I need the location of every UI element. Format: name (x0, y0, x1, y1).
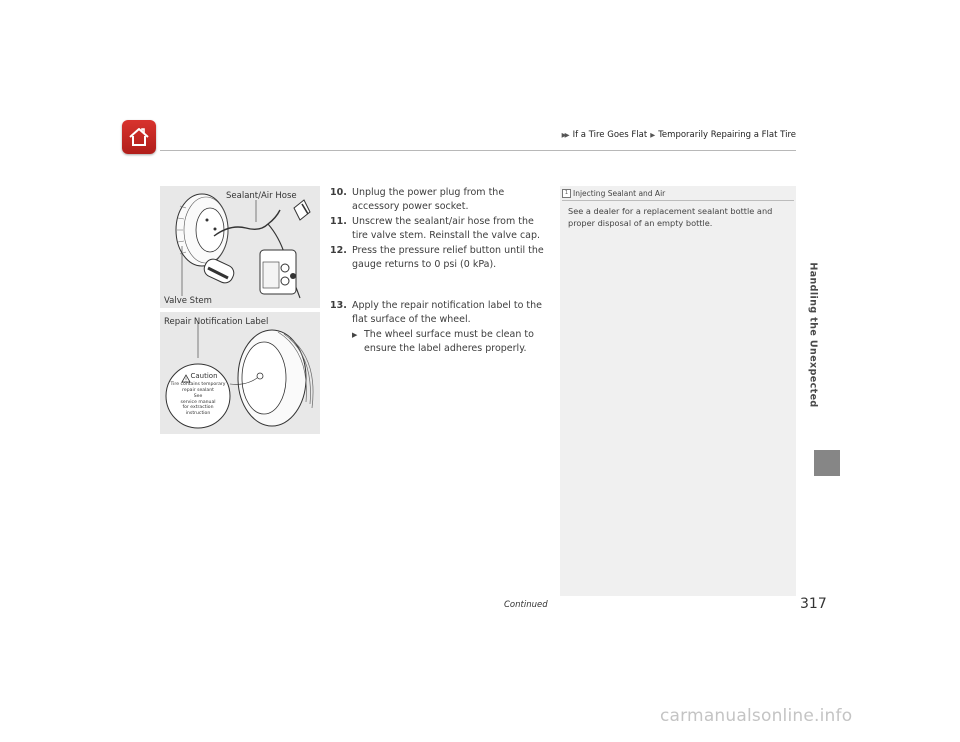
tire-compressor-illustration (160, 186, 320, 308)
sidebar-note (560, 186, 796, 596)
step-number: 10. (330, 187, 347, 198)
step-text: Unscrew the sealant/air hose from the tire valve stem. Reinstall the valve cap. (352, 216, 541, 241)
caution-text-line: repair sealant (182, 387, 214, 393)
continued-label: Continued (504, 600, 548, 610)
breadcrumb-arrow-icon: ▶▶ (561, 131, 568, 139)
breadcrumb (560, 130, 796, 140)
procedure-steps (330, 186, 552, 355)
step-item (330, 244, 552, 271)
chapter-tab-marker (814, 450, 840, 476)
header-divider (160, 150, 796, 151)
caution-label (168, 372, 228, 417)
step-text: Unplug the power plug from the accessory power socket. (352, 187, 505, 212)
chapter-tab-label: Handling the Unexpected (807, 262, 819, 408)
svg-text:!: ! (184, 377, 188, 384)
caution-text-line: for extraction (182, 405, 214, 411)
step-number: 11. (330, 216, 347, 227)
home-button[interactable] (122, 120, 156, 154)
caution-title: Caution (190, 372, 218, 380)
watermark: carmanualsonline.info (660, 706, 853, 726)
caution-text-line: instruction (185, 410, 211, 416)
repair-label-figure (160, 312, 320, 434)
breadcrumb-arrow-icon: ▶ (650, 131, 654, 139)
substep-arrow-icon: ▶ (352, 331, 358, 339)
step-number: 12. (330, 245, 347, 256)
step-item (330, 215, 552, 242)
step-item (330, 186, 552, 213)
step-item (330, 299, 552, 326)
step-text: Apply the repair notification label to the flat surface of the wheel. (352, 300, 542, 325)
chapter-tab[interactable] (800, 230, 840, 450)
note-body: See a dealer for a replacement sealant bottle and proper disposal of an empty bottle. (568, 206, 773, 228)
step-number: 13. (330, 300, 347, 311)
caution-text-line: See (193, 394, 203, 400)
note-divider (562, 200, 794, 201)
caution-text-line: service manual (180, 399, 216, 405)
valve-stem-label: Valve Stem (164, 296, 212, 306)
note-title: Injecting Sealant and Air (573, 189, 666, 198)
substep-text: The wheel surface must be clean to ensure the label adheres properly. (364, 329, 534, 354)
breadcrumb-item[interactable]: If a Tire Goes Flat (572, 130, 648, 140)
note-reference-icon: 1 (562, 189, 571, 198)
substep-item (352, 328, 552, 355)
sealant-hose-figure (160, 186, 320, 308)
repair-label-caption: Repair Notification Label (164, 317, 269, 327)
page-number: 317 (800, 596, 827, 612)
breadcrumb-item[interactable]: Temporarily Repairing a Flat Tire (658, 130, 796, 140)
step-text: Press the pressure relief button until the gauge returns to 0 psi (0 kPa). (352, 245, 544, 270)
home-icon (128, 126, 150, 148)
note-header (562, 189, 665, 198)
sealant-hose-label: Sealant/Air Hose (226, 191, 297, 201)
caution-text-line: Tire contains temporary (170, 382, 226, 387)
